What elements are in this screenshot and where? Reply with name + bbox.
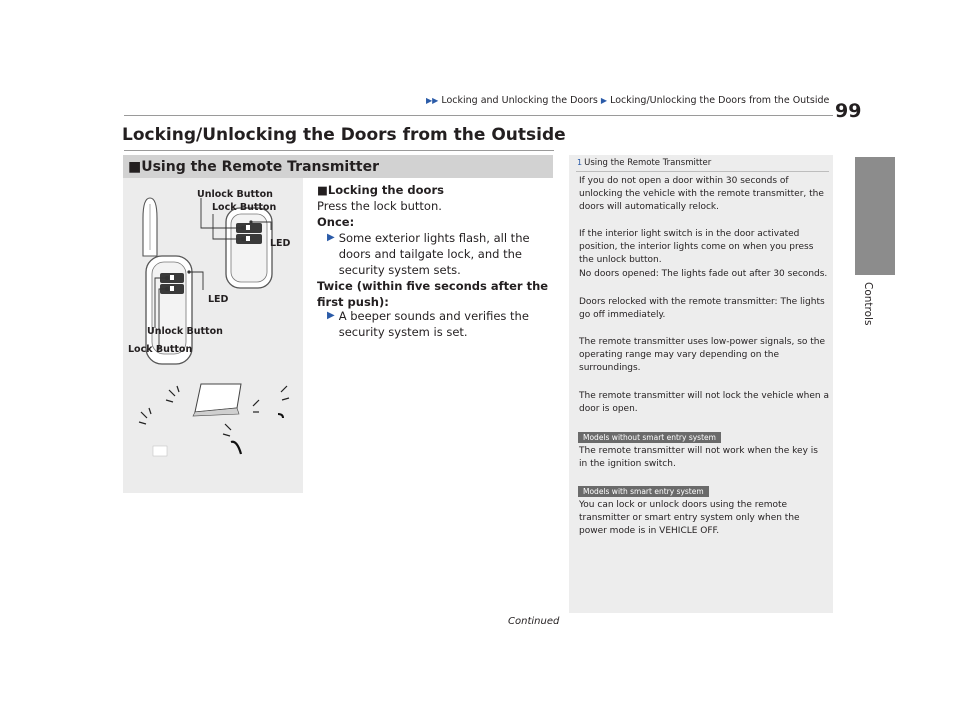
note-paragraph: If you do not open a door within 30 seconds of unlocking the vehicle with the remote transmitter, the doors will automatically relock. — [579, 176, 824, 212]
model-tag-with-smart-entry: Models with smart entry system — [578, 486, 709, 497]
breadcrumb-parent[interactable]: Locking and Unlocking the Doors — [441, 95, 598, 106]
notes-divider — [576, 171, 829, 172]
unlock-button-label-top: Unlock Button — [197, 189, 273, 200]
twice-label: Twice (within five seconds after the first push): — [317, 279, 549, 309]
notes-panel — [569, 155, 833, 613]
model-tag-without-smart-entry: Models without smart entry system — [578, 432, 721, 443]
note-paragraph: The remote transmitter will not lock the vehicle when a door is open. — [579, 391, 829, 414]
note-paragraph: The remote transmitter uses low-power signals, so the operating range may vary depending on the surroundings. — [579, 337, 826, 373]
once-label: Once: — [317, 215, 355, 229]
intro-text: Press the lock button. — [317, 199, 442, 213]
note-paragraph: Doors relocked with the remote transmitter: The lights go off immediately. — [579, 297, 825, 320]
note-paragraph: You can lock or unlock doors using the remote transmitter or smart entry system only when the power mode is in VEHICLE OFF. — [579, 500, 800, 536]
once-step — [327, 230, 557, 278]
breadcrumb — [426, 95, 829, 106]
led-label-bottom: LED — [208, 294, 229, 305]
arrow-right-icon: ▶ — [327, 310, 335, 321]
arrow-right-icon: ▶ — [327, 232, 335, 243]
page-title: Locking/Unlocking the Doors from the Outside — [122, 125, 566, 145]
lock-button-label-top: Lock Button — [212, 202, 277, 213]
side-tab-label[interactable]: Controls — [862, 282, 874, 326]
side-tab[interactable] — [855, 157, 895, 275]
twice-step — [327, 308, 557, 340]
led-label-top: LED — [270, 238, 291, 249]
notes-title-text: Using the Remote Transmitter — [584, 158, 712, 168]
subheading-locking: ■Locking the doors — [317, 183, 444, 197]
once-text: Some exterior lights flash, all the doors and tailgate lock, and the security system sets. — [338, 231, 530, 277]
vehicle-illustration — [153, 384, 283, 456]
note-paragraph: No doors opened: The lights fade out after 30 seconds. — [579, 269, 828, 279]
reference-icon: 1 — [577, 158, 583, 167]
notes-title — [577, 158, 711, 168]
unlock-button-label-bottom: Unlock Button — [147, 326, 223, 337]
header-divider — [124, 115, 833, 116]
remote-transmitter-figure — [123, 178, 303, 493]
triangle-right-icon: ▶▶ — [426, 96, 439, 105]
smart-key-fob — [226, 208, 272, 288]
continued-label: Continued — [508, 616, 560, 627]
folding-key-fob — [143, 198, 192, 364]
lock-button-label-bottom: Lock Button — [128, 344, 193, 355]
page-number: 99 — [835, 100, 862, 122]
section-heading: ■Using the Remote Transmitter — [128, 159, 379, 175]
note-paragraph: If the interior light switch is in the door activated position, the interior lights come on when you press the unlock button. — [579, 229, 814, 265]
title-divider — [124, 150, 554, 151]
note-paragraph: The remote transmitter will not work when the key is in the ignition switch. — [579, 446, 818, 469]
breadcrumb-current: Locking/Unlocking the Doors from the Outside — [610, 95, 830, 106]
twice-text: A beeper sounds and verifies the security system is set. — [338, 309, 529, 339]
triangle-right-icon: ▶ — [600, 96, 608, 105]
